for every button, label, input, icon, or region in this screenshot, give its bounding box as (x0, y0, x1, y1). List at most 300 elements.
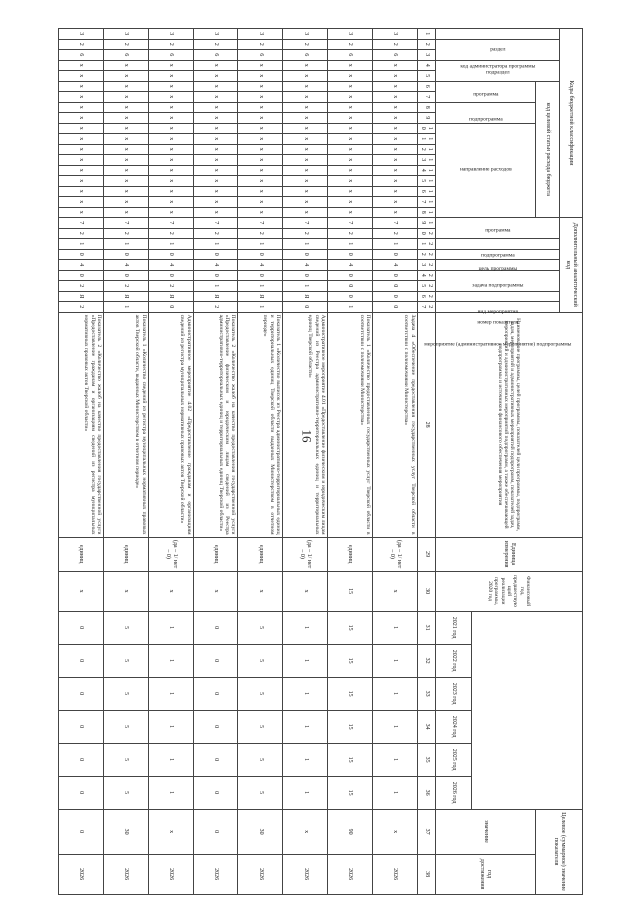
target-value: 30 (103, 809, 148, 854)
code-cell: 7 (59, 218, 104, 229)
code-cell: x (59, 207, 104, 218)
code-cell: x (372, 134, 417, 145)
code-cell: x (59, 60, 104, 71)
code-cell: x (103, 155, 148, 166)
code-cell: x (148, 60, 193, 71)
code-cell: x (193, 113, 238, 124)
code-cell: 4 (148, 260, 193, 271)
year-value: 1 (372, 776, 417, 809)
unit-cell: единиц (103, 537, 148, 571)
code-cell: x (283, 134, 328, 145)
code-cell: x (283, 81, 328, 92)
name-column-header: Наименование программы, целей программы, показателей цели программы, подпрограмм, задач, мероприятий и административных мероприятий подпрограмм, показателей задач, мероприятий и административных мероприятий подпрограмм, а также обеспечивающей подпрограммы и источников финансового обеспечения мероприятия (435, 312, 582, 537)
code-cell: x (328, 102, 373, 113)
code-cell: x (59, 176, 104, 187)
code-cell: x (148, 186, 193, 197)
goal-year: 2026 (103, 854, 148, 894)
code-cell: x (283, 197, 328, 208)
code-cell: x (193, 176, 238, 187)
code-cell: 3 (238, 29, 283, 40)
code-cell: 0 (148, 249, 193, 260)
code-cell: x (59, 186, 104, 197)
column-number: 21 (417, 239, 435, 250)
code-cell: 4 (238, 260, 283, 271)
code-cell: x (59, 71, 104, 82)
code-cell: 1 (103, 302, 148, 313)
column-number: 24 (417, 270, 435, 281)
code-cell: x (148, 71, 193, 82)
code-cell: 2 (238, 39, 283, 50)
year-value: 1 (148, 776, 193, 809)
code-cell: x (238, 186, 283, 197)
code-cell: x (238, 71, 283, 82)
year-header-4: 2024 год (435, 710, 471, 743)
section-header: раздел (435, 39, 559, 60)
code-cell: x (148, 113, 193, 124)
column-number: 16 (417, 186, 435, 197)
code-cell: 2 (148, 228, 193, 239)
base-year-value: x (103, 571, 148, 611)
year-value: 1 (283, 743, 328, 776)
code-cell: 2 (283, 228, 328, 239)
code-cell: x (372, 207, 417, 218)
goal-year: 2026 (372, 854, 417, 894)
code-cell: 4 (103, 260, 148, 271)
code-cell: 2 (328, 39, 373, 50)
goal-year-header: год достижения (435, 854, 535, 894)
code-cell: x (59, 113, 104, 124)
code-cell: x (372, 71, 417, 82)
code-cell: 2 (283, 39, 328, 50)
year-header-2: 2022 год (435, 644, 471, 677)
code-cell: 0 (372, 281, 417, 292)
code-cell: x (372, 176, 417, 187)
column-number: 26 (417, 291, 435, 302)
code-cell: Я (59, 291, 104, 302)
code-cell: 0 (148, 302, 193, 313)
target-value: 0 (59, 809, 104, 854)
column-number: 3 (417, 50, 435, 61)
column-number: 2 (417, 39, 435, 50)
year-value: 1 (148, 644, 193, 677)
code-cell: x (328, 176, 373, 187)
year-value: 0 (59, 710, 104, 743)
base-year-value: 15 (328, 571, 373, 611)
value-header: значение (435, 809, 535, 854)
table-row (148, 29, 193, 895)
year-value: 15 (328, 644, 373, 677)
code-cell: 0 (372, 270, 417, 281)
code-cell: x (328, 155, 373, 166)
code-cell: x (283, 155, 328, 166)
year-value: 5 (103, 677, 148, 710)
code-cell: x (103, 186, 148, 197)
code-cell: x (148, 134, 193, 145)
code-cell: x (283, 123, 328, 134)
years-header-group (471, 611, 582, 809)
code-cell: 6 (148, 50, 193, 61)
column-number: 17 (417, 197, 435, 208)
code-cell: 0 (283, 302, 328, 313)
code-cell: 3 (328, 29, 373, 40)
unit-cell: единиц (328, 537, 373, 571)
code-cell: x (238, 60, 283, 71)
code-cell: x (59, 155, 104, 166)
code-cell: x (59, 165, 104, 176)
code-cell: 2 (59, 228, 104, 239)
code-cell: 7 (193, 218, 238, 229)
year-value: 1 (372, 644, 417, 677)
code-cell: 0 (283, 249, 328, 260)
year-value: 5 (238, 743, 283, 776)
code-cell: 0 (372, 249, 417, 260)
target-value: x (372, 809, 417, 854)
column-number: 30 (417, 571, 435, 611)
code-cell: x (148, 123, 193, 134)
code-cell: x (283, 92, 328, 103)
code-cell: 2 (372, 39, 417, 50)
column-number: 18 (417, 207, 435, 218)
code-cell: x (283, 113, 328, 124)
code-cell: x (148, 165, 193, 176)
code-cell: x (59, 92, 104, 103)
code-cell: 6 (238, 50, 283, 61)
year-value: 1 (283, 710, 328, 743)
year-value: 0 (193, 710, 238, 743)
year-value: 0 (193, 677, 238, 710)
code-cell: x (59, 134, 104, 145)
code-cell: 2 (372, 228, 417, 239)
extra-action-header: вид мероприятия (435, 291, 559, 302)
code-cell: x (328, 134, 373, 145)
column-number: 13 (417, 155, 435, 166)
code-cell: 2 (59, 281, 104, 292)
column-number: 6 (417, 81, 435, 92)
code-cell: x (328, 81, 373, 92)
target-value: x (283, 809, 328, 854)
rotated-table-container (58, 28, 583, 891)
unit-column-header: Единица измерения (435, 537, 582, 571)
year-value: 1 (148, 611, 193, 644)
year-header-1: 2021 год (435, 611, 471, 644)
code-cell: 0 (148, 270, 193, 281)
code-cell: x (103, 113, 148, 124)
code-cell: x (328, 113, 373, 124)
code-cell: 1 (283, 239, 328, 250)
code-cell: 4 (193, 260, 238, 271)
code-cell: 1 (148, 239, 193, 250)
code-cell: 7 (238, 218, 283, 229)
target-value: x (148, 809, 193, 854)
code-cell: x (328, 207, 373, 218)
goal-year: 2026 (59, 854, 104, 894)
column-number: 8 (417, 102, 435, 113)
year-value: 1 (372, 710, 417, 743)
goal-year: 2026 (238, 854, 283, 894)
column-number: 14 (417, 165, 435, 176)
column-number: 35 (417, 743, 435, 776)
year-value: 1 (283, 644, 328, 677)
unit-cell: (да – 1/ нет – 0) (148, 537, 193, 571)
code-cell: x (193, 165, 238, 176)
subprogram-header: подпрограмма (435, 102, 535, 123)
code-cell: x (328, 92, 373, 103)
code-cell: x (193, 81, 238, 92)
year-value: 15 (328, 710, 373, 743)
code-cell: 0 (238, 270, 283, 281)
year-value: 0 (59, 611, 104, 644)
code-cell: 0 (59, 270, 104, 281)
table-row (59, 29, 104, 895)
code-cell: x (238, 123, 283, 134)
code-cell: 2 (148, 281, 193, 292)
code-cell: x (148, 155, 193, 166)
column-number: 29 (417, 537, 435, 571)
kbk-title: Коды бюджетной классификации (559, 29, 582, 218)
code-cell: 2 (59, 39, 104, 50)
year-value: 1 (372, 611, 417, 644)
code-cell: 4 (328, 260, 373, 271)
code-cell: 3 (103, 29, 148, 40)
year-value: 1 (148, 743, 193, 776)
unit-cell: единиц (59, 537, 104, 571)
indicator-name: Показатель 1 «Количество выписок из Реестра административно-территориальных единиц и территориальных единиц Тверской области выданных Министерством в отчетном периоде» (238, 312, 283, 537)
column-number: 22 (417, 249, 435, 260)
page-number: 16 (299, 429, 315, 443)
code-cell: 0 (193, 249, 238, 260)
year-value: 0 (193, 644, 238, 677)
code-cell: x (238, 165, 283, 176)
code-cell: x (148, 197, 193, 208)
table-row (372, 29, 417, 895)
code-cell: x (238, 102, 283, 113)
code-cell: 6 (59, 50, 104, 61)
extra-code-title: Дополнительный аналитический код (559, 218, 582, 313)
code-cell: x (372, 197, 417, 208)
code-cell: 0 (372, 302, 417, 313)
code-cell: x (193, 92, 238, 103)
goal-year: 2026 (328, 854, 373, 894)
code-cell: x (283, 71, 328, 82)
base-year-header: Финансовый год, предшествующий реализации программы, 2020 год (435, 571, 582, 611)
code-cell: x (238, 197, 283, 208)
year-value: 15 (328, 611, 373, 644)
year-value: 15 (328, 776, 373, 809)
code-cell: 6 (193, 50, 238, 61)
column-number: 10 (417, 123, 435, 134)
year-value: 5 (238, 776, 283, 809)
code-cell: 4 (59, 260, 104, 271)
code-cell: 0 (328, 249, 373, 260)
code-cell: x (148, 207, 193, 218)
code-cell: x (372, 165, 417, 176)
column-number: 38 (417, 854, 435, 894)
table-row (193, 29, 238, 895)
code-cell: x (148, 144, 193, 155)
code-cell: x (328, 60, 373, 71)
admin-code-header: код администратора программы (435, 29, 559, 40)
code-cell: x (193, 71, 238, 82)
code-cell: Я (238, 291, 283, 302)
code-cell: 7 (372, 218, 417, 229)
code-cell: 3 (283, 29, 328, 40)
code-cell: 3 (148, 29, 193, 40)
code-cell: 3 (372, 29, 417, 40)
code-cell: Я (148, 291, 193, 302)
target-article-header: код целевой статьи расхода бюджета (536, 81, 559, 218)
column-number: 31 (417, 611, 435, 644)
code-cell: x (193, 102, 238, 113)
year-value: 15 (328, 743, 373, 776)
code-cell: x (103, 165, 148, 176)
column-number: 1 (417, 29, 435, 40)
code-cell: x (148, 176, 193, 187)
code-cell: 0 (328, 270, 373, 281)
code-cell: 0 (328, 281, 373, 292)
year-value: 1 (283, 611, 328, 644)
extra-number-header: номер показателя (435, 302, 559, 313)
year-value: 1 (148, 710, 193, 743)
year-value: 5 (238, 644, 283, 677)
base-year-value: x (372, 571, 417, 611)
year-value: 0 (59, 677, 104, 710)
code-cell: 1 (103, 239, 148, 250)
code-cell: x (193, 186, 238, 197)
year-value: 0 (59, 644, 104, 677)
code-cell: x (238, 144, 283, 155)
year-value: 1 (372, 677, 417, 710)
unit-cell: (да – 1/ нет – 0) (283, 537, 328, 571)
code-cell: 7 (103, 218, 148, 229)
column-number: 4 (417, 60, 435, 71)
column-number: 37 (417, 809, 435, 854)
code-cell: 1 (328, 302, 373, 313)
code-cell: x (283, 60, 328, 71)
year-value: 5 (238, 611, 283, 644)
code-cell: 7 (148, 218, 193, 229)
year-value: 5 (103, 743, 148, 776)
year-value: 1 (283, 677, 328, 710)
column-number: 27 (417, 302, 435, 313)
column-number: 33 (417, 677, 435, 710)
year-value: 1 (283, 776, 328, 809)
code-cell: x (372, 155, 417, 166)
code-cell: 0 (103, 270, 148, 281)
table-row (238, 29, 283, 895)
code-cell: 2 (238, 228, 283, 239)
code-cell: x (328, 123, 373, 134)
code-cell: x (328, 186, 373, 197)
code-cell: x (193, 207, 238, 218)
indicator-name: Показатель 1 «Количество сведений из регистра муниципальных нормативных правовых актов Тверской области, выданных Министерством в отчетном периоде» (103, 312, 148, 537)
indicator-name: Административное мероприятие 4.02 «Предоставление гражданам и организациям сведений из регистра муниципальных нормативных правовых актов Тверской области» (148, 312, 193, 537)
code-cell: 6 (103, 50, 148, 61)
code-cell: x (372, 186, 417, 197)
goal-year: 2026 (283, 854, 328, 894)
unit-cell: единиц (238, 537, 283, 571)
column-numbers-row (417, 29, 435, 895)
code-cell: x (328, 71, 373, 82)
code-cell: x (283, 207, 328, 218)
code-cell: x (372, 81, 417, 92)
year-value: 0 (193, 743, 238, 776)
code-cell: x (103, 144, 148, 155)
code-cell: Я (103, 291, 148, 302)
code-cell: 1 (59, 239, 104, 250)
code-cell: 1 (238, 239, 283, 250)
code-cell: 4 (283, 260, 328, 271)
column-number: 15 (417, 176, 435, 187)
code-cell: 4 (372, 260, 417, 271)
indicator-name: Задача 4 «Обеспечение предоставления государственных услуг Тверской области в соответствии с полномочиями Министерства» (372, 312, 417, 537)
code-cell: x (59, 197, 104, 208)
code-cell: 2 (59, 302, 104, 313)
code-cell: x (193, 155, 238, 166)
year-value: 5 (103, 776, 148, 809)
code-cell: 3 (193, 29, 238, 40)
column-number: 28 (417, 312, 435, 537)
code-cell: Я (193, 291, 238, 302)
code-cell: x (238, 155, 283, 166)
code-cell: 6 (372, 50, 417, 61)
base-year-value: x (283, 571, 328, 611)
code-cell: x (103, 197, 148, 208)
column-number: 5 (417, 71, 435, 82)
code-cell: x (193, 60, 238, 71)
code-cell: 2 (328, 228, 373, 239)
column-number: 9 (417, 113, 435, 124)
program-header: программа (435, 81, 535, 102)
year-value: 15 (328, 677, 373, 710)
code-cell: x (283, 144, 328, 155)
column-number: 23 (417, 260, 435, 271)
code-cell: x (372, 123, 417, 134)
year-value: 5 (103, 710, 148, 743)
base-year-value: x (59, 571, 104, 611)
code-cell: 2 (193, 302, 238, 313)
unit-cell: (да – 1/ нет – 0) (372, 537, 417, 571)
code-cell: 1 (193, 281, 238, 292)
year-value: 5 (238, 677, 283, 710)
code-cell: x (103, 176, 148, 187)
code-cell: 0 (193, 270, 238, 281)
code-cell: 2 (193, 39, 238, 50)
column-number: 11 (417, 134, 435, 145)
target-value-header: Целевое (суммарное) значение показателя (536, 809, 583, 894)
code-cell: x (103, 207, 148, 218)
column-number: 7 (417, 92, 435, 103)
base-year-value: x (148, 571, 193, 611)
code-cell: 0 (59, 249, 104, 260)
code-cell: x (103, 123, 148, 134)
base-year-value: x (193, 571, 238, 611)
column-number: 36 (417, 776, 435, 809)
code-cell: x (328, 165, 373, 176)
code-cell: 1 (328, 239, 373, 250)
year-value: 0 (193, 611, 238, 644)
code-cell: x (148, 92, 193, 103)
code-cell: x (238, 113, 283, 124)
code-cell: 1 (193, 239, 238, 250)
code-cell: Я (283, 291, 328, 302)
indicator-name: Административное мероприятие 4.01 «Предоставление физическим и юридическим лицам сведений из Реестра административно-территориальных единиц и территориальных единиц Тверской области» (283, 312, 328, 537)
year-value: 5 (238, 710, 283, 743)
code-cell: x (193, 134, 238, 145)
indicator-name: Показатель 2 «Количество жалоб на качество предоставления государственной услуги «Предоставление гражданам и организациям сведений из регистра муниципальных нормативных правовых актов Тверской области» (59, 312, 104, 537)
column-number: 34 (417, 710, 435, 743)
code-cell: x (193, 144, 238, 155)
code-cell: 2 (148, 39, 193, 50)
